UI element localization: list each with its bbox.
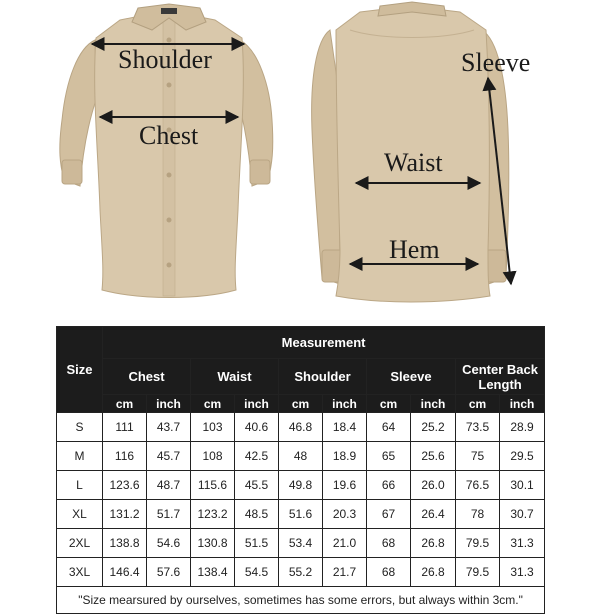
- table-cell: 54.6: [147, 529, 191, 558]
- table-cell: 42.5: [235, 442, 279, 471]
- center-back-line1: Center Back: [462, 361, 538, 377]
- table-cell: 51.7: [147, 500, 191, 529]
- hem-label: Hem: [389, 235, 440, 264]
- table-cell: 55.2: [279, 558, 323, 587]
- table-cell: 26.0: [411, 471, 456, 500]
- table-cell: 46.8: [279, 413, 323, 442]
- unit-header: inch: [323, 395, 367, 413]
- unit-header: cm: [103, 395, 147, 413]
- table-cell: 51.5: [235, 529, 279, 558]
- table-cell: 123.6: [103, 471, 147, 500]
- unit-header: inch: [147, 395, 191, 413]
- table-row: [57, 558, 545, 587]
- table-row: [57, 471, 545, 500]
- unit-header: cm: [367, 395, 411, 413]
- table-cell: 57.6: [147, 558, 191, 587]
- table-cell: 45.5: [235, 471, 279, 500]
- table-cell: 67: [367, 500, 411, 529]
- sleeve-header: Sleeve: [367, 359, 456, 395]
- table-row: [57, 442, 545, 471]
- table-cell: 116: [103, 442, 147, 471]
- center-back-line2: Length: [478, 376, 522, 392]
- table-cell: 18.4: [323, 413, 367, 442]
- table-cell: 54.5: [235, 558, 279, 587]
- table-cell: 115.6: [191, 471, 235, 500]
- table-cell: 26.8: [411, 529, 456, 558]
- table-cell: 123.2: [191, 500, 235, 529]
- table-cell: 31.3: [500, 558, 545, 587]
- table-cell: 131.2: [103, 500, 147, 529]
- table-cell: 108: [191, 442, 235, 471]
- table-cell: 73.5: [456, 413, 500, 442]
- unit-header: cm: [456, 395, 500, 413]
- table-cell: 43.7: [147, 413, 191, 442]
- table-cell: 30.7: [500, 500, 545, 529]
- table-cell: 28.9: [500, 413, 545, 442]
- table-cell: 48: [279, 442, 323, 471]
- measurement-header: Measurement: [103, 327, 545, 359]
- chest-label: Chest: [139, 121, 199, 150]
- waist-label: Waist: [384, 148, 443, 177]
- table-cell: 31.3: [500, 529, 545, 558]
- table-cell: 51.6: [279, 500, 323, 529]
- table-cell: 78: [456, 500, 500, 529]
- unit-header: cm: [191, 395, 235, 413]
- unit-header: inch: [411, 395, 456, 413]
- table-cell: 65: [367, 442, 411, 471]
- chest-header: Chest: [103, 359, 191, 395]
- table-cell: 26.8: [411, 558, 456, 587]
- table-cell: 19.6: [323, 471, 367, 500]
- size-cell: 2XL: [57, 529, 103, 558]
- table-cell: 45.7: [147, 442, 191, 471]
- table-cell: 48.7: [147, 471, 191, 500]
- table-cell: 130.8: [191, 529, 235, 558]
- table-cell: 40.6: [235, 413, 279, 442]
- size-cell: 3XL: [57, 558, 103, 587]
- unit-header: inch: [235, 395, 279, 413]
- table-cell: 146.4: [103, 558, 147, 587]
- table-cell: 29.5: [500, 442, 545, 471]
- table-cell: 21.0: [323, 529, 367, 558]
- table-cell: 21.7: [323, 558, 367, 587]
- table-cell: 76.5: [456, 471, 500, 500]
- table-cell: 79.5: [456, 529, 500, 558]
- size-cell: L: [57, 471, 103, 500]
- table-cell: 25.2: [411, 413, 456, 442]
- shoulder-header: Shoulder: [279, 359, 367, 395]
- table-cell: 68: [367, 529, 411, 558]
- table-cell: 48.5: [235, 500, 279, 529]
- table-cell: 68: [367, 558, 411, 587]
- table-row: [57, 413, 545, 442]
- table-cell: 79.5: [456, 558, 500, 587]
- table-cell: 53.4: [279, 529, 323, 558]
- table-cell: 25.6: [411, 442, 456, 471]
- table-cell: 26.4: [411, 500, 456, 529]
- table-cell: 138.4: [191, 558, 235, 587]
- sleeve-label: Sleeve: [461, 48, 531, 77]
- table-cell: 30.1: [500, 471, 545, 500]
- table-cell: 20.3: [323, 500, 367, 529]
- table-cell: 103: [191, 413, 235, 442]
- table-cell: 75: [456, 442, 500, 471]
- footnote: "Size mearsured by ourselves, sometimes has some errors, but always within 3cm.": [57, 587, 545, 614]
- waist-header: Waist: [191, 359, 279, 395]
- size-header: Size: [57, 327, 103, 413]
- table-cell: 66: [367, 471, 411, 500]
- table-cell: 18.9: [323, 442, 367, 471]
- size-cell: M: [57, 442, 103, 471]
- size-cell: S: [57, 413, 103, 442]
- table-row: [57, 529, 545, 558]
- table-cell: 49.8: [279, 471, 323, 500]
- unit-header: cm: [279, 395, 323, 413]
- table-cell: 111: [103, 413, 147, 442]
- center-back-length-header: [456, 359, 545, 395]
- size-cell: XL: [57, 500, 103, 529]
- table-cell: 64: [367, 413, 411, 442]
- unit-header: inch: [500, 395, 545, 413]
- size-chart-table: [56, 326, 545, 614]
- table-cell: 138.8: [103, 529, 147, 558]
- footnote-row: [57, 587, 545, 614]
- table-row: [57, 500, 545, 529]
- shoulder-label: Shoulder: [118, 45, 212, 74]
